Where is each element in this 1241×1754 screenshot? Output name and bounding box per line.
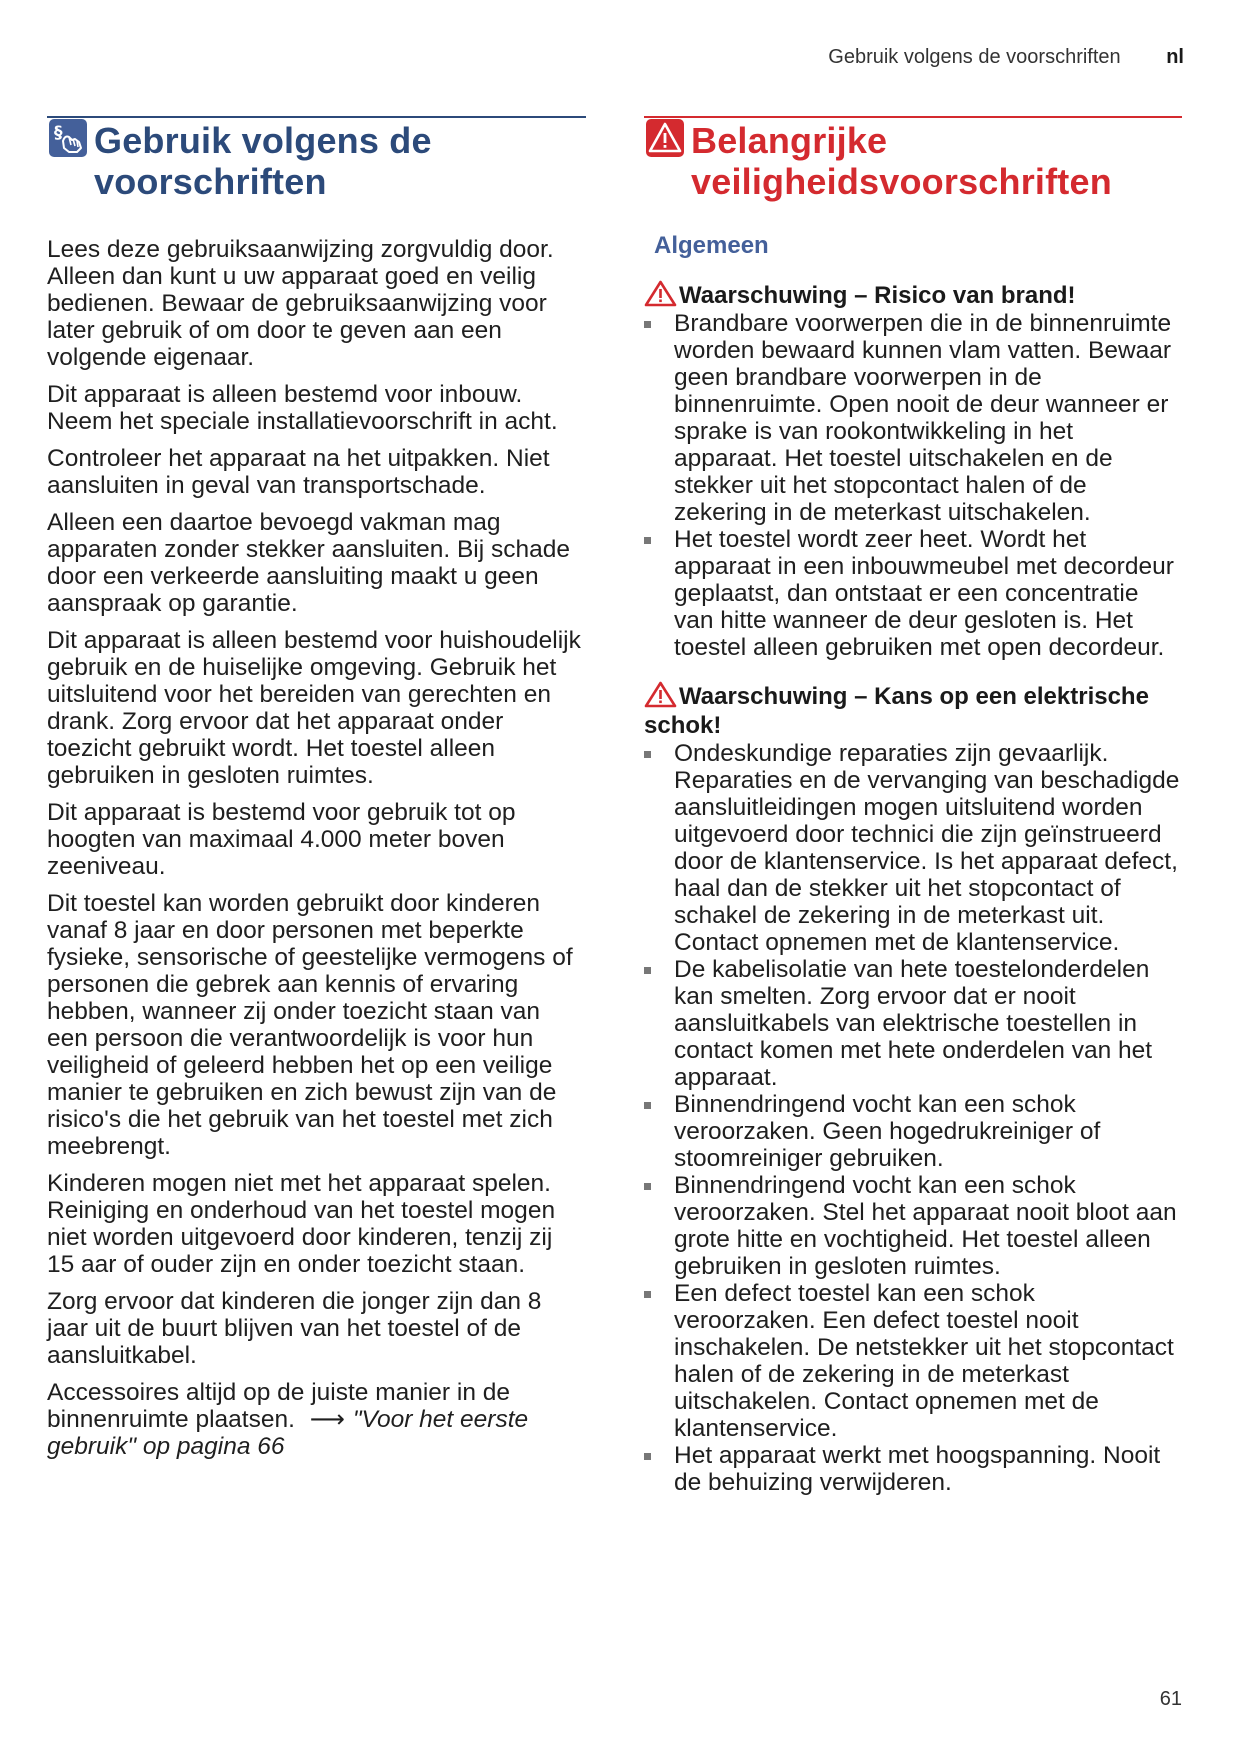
bullet-square-icon [644, 1102, 651, 1109]
use-instructions [47, 236, 586, 1460]
warning-triangle-icon [644, 681, 677, 708]
paragraph: Dit apparaat is alleen bestemd voor inbouw. Neem het speciale installatievoorschrift in acht. [47, 381, 558, 435]
paragraph: Lees deze gebruiksaanwijzing zorgvuldig door. Alleen dan kunt u uw apparaat goed en veilig bedienen. Bewaar de gebruiksaanwijzing voor later gebruik of om door te geven aan een volgende eigenaar. [47, 236, 554, 371]
section-title-safety: Belangrijke veiligheidsvoorschriften [691, 120, 1112, 202]
fire-warning-list [644, 310, 1182, 661]
paragraph: Controleer het apparaat na het uitpakken. Niet aansluiten in geval van transportschade. [47, 445, 550, 499]
svg-text:§: § [54, 123, 63, 143]
list-item: Het toestel wordt zeer heet. Wordt het apparaat in een inbouwmeubel met decordeur geplaatst, dan ontstaat er een concentratie van hitte wanneer de deur gesloten is. Het toestel alleen gebruiken met open decordeur. [644, 526, 1182, 661]
subheading-general: Algemeen [654, 232, 769, 259]
paragraph: Zorg ervoor dat kinderen die jonger zijn dan 8 jaar uit de buurt blijven van het toestel of de aansluitkabel. [47, 1288, 542, 1369]
list-item: Een defect toestel kan een schok veroorzaken. Een defect toestel nooit inschakelen. De netstekker uit het stopcontact halen of de zekering in de meterkast uitschakelen. Contact opnemen met de klantenservice. [644, 1280, 1182, 1442]
accessories-text: Accessoires altijd op de juiste manier in de binnenruimte plaatsen. [47, 1379, 511, 1433]
list-item: Het apparaat werkt met hoogspanning. Nooit de behuizing verwijderen. [644, 1442, 1182, 1496]
paragraph: Kinderen mogen niet met het apparaat spelen. Reiniging en onderhoud van het toestel mogen niet worden uitgevoerd door kinderen, tenzij zij 15 aar of ouder zijn en onder toezicht staan. [47, 1170, 556, 1278]
bullet-square-icon [644, 321, 651, 328]
left-column [47, 116, 586, 1470]
list-item: Binnendringend vocht kan een schok veroorzaken. Stel het apparaat nooit bloot aan grote hitte en vochtigheid. Het toestel alleen gebruiken in gesloten ruimtes. [644, 1172, 1182, 1280]
bullet-square-icon [644, 967, 651, 974]
bullet-square-icon [644, 1291, 651, 1298]
warning-fire-heading: Waarschuwing – Risico van brand! [644, 280, 1182, 310]
paragraph: Dit toestel kan worden gebruikt door kinderen vanaf 8 jaar en door personen met beperkte fysieke, sensorische of geestelijke vermogens of personen die gebrek aan kennis of ervaring hebben, wanneer zij onder toezicht staan van een persoon die verantwoordelijk is voor hun veiligheid of geleerd hebben het op een veilige manier te gebruiken en zich bewust zijn van de risico's die het gebruik van het toestel met zich meebrengt. [47, 890, 573, 1160]
language-code: nl [1166, 46, 1184, 68]
bullet-square-icon [644, 1453, 651, 1460]
running-header [828, 46, 1184, 69]
list-item: Ondeskundige reparaties zijn gevaarlijk. Reparaties en de vervanging van beschadigde aansluitleidingen mogen uitsluitend worden uitgevoerd door technici die zijn geïnstrueerd door de klantenservice. Is het apparaat defect, haal dan de stekker uit het stopcontact of schakel de zekering in de meterkast uit. Contact opnemen met de klantenservice. [644, 740, 1182, 956]
bullet-square-icon [644, 1183, 651, 1190]
paragraph-with-reference [47, 1379, 586, 1460]
list-item: Brandbare voorwerpen die in de binnenruimte worden bewaard kunnen vlam vatten. Bewaar geen brandbare voorwerpen in de binnenruimte. Open nooit de deur wanneer er sprake is van rookontwikkeling in het apparaat. Het toestel uitschakelen en de stekker uit het stopcontact halen of de zekering in de meterkast uitschakelen. [644, 310, 1182, 526]
paragraph: Dit apparaat is alleen bestemd voor huishoudelijk gebruik en de huiselijke omgeving. Gebruik het uitsluitend voor het bereiden van gerechten en drank. Zorg ervoor dat het apparaat onder toezicht gebruikt wordt. Het toestel alleen gebruiken in gesloten ruimtes. [47, 627, 581, 789]
warning-triangle-icon [644, 280, 677, 307]
section-heading-use [47, 116, 586, 202]
reference-arrow-icon: ⟶ [309, 1406, 345, 1433]
bullet-square-icon [644, 537, 651, 544]
manual-hand-icon [49, 119, 87, 157]
right-column [644, 116, 1182, 1496]
running-title: Gebruik volgens de voorschriften [828, 46, 1121, 68]
list-item: De kabelisolatie van hete toestelonderdelen kan smelten. Zorg ervoor dat er nooit aansluitkabels van elektrische toestellen in contact komen met hete onderdelen van het apparaat. [644, 956, 1182, 1091]
paragraph: Dit apparaat is bestemd voor gebruik tot op hoogten van maximaal 4.000 meter boven zeeniveau. [47, 799, 516, 880]
list-item: Binnendringend vocht kan een schok veroorzaken. Geen hogedrukreiniger of stoomreiniger gebruiken. [644, 1091, 1182, 1172]
paragraph: Alleen een daartoe bevoegd vakman mag apparaten zonder stekker aansluiten. Bij schade door een verkeerde aansluiting maakt u geen aanspraak op garantie. [47, 509, 570, 617]
section-heading-safety [644, 116, 1182, 202]
warning-shock-heading: Waarschuwing – Kans op een elektrische schok! [644, 683, 1149, 739]
bullet-square-icon [644, 751, 651, 758]
page-number: 61 [1159, 1688, 1182, 1710]
warning-triangle-icon [646, 119, 684, 157]
shock-warning-list [644, 740, 1182, 1496]
section-title-use: Gebruik volgens de voorschriften [94, 120, 432, 202]
page-reference-link[interactable]: "Voor het eerste gebruik" op pagina 66 [47, 1406, 529, 1460]
